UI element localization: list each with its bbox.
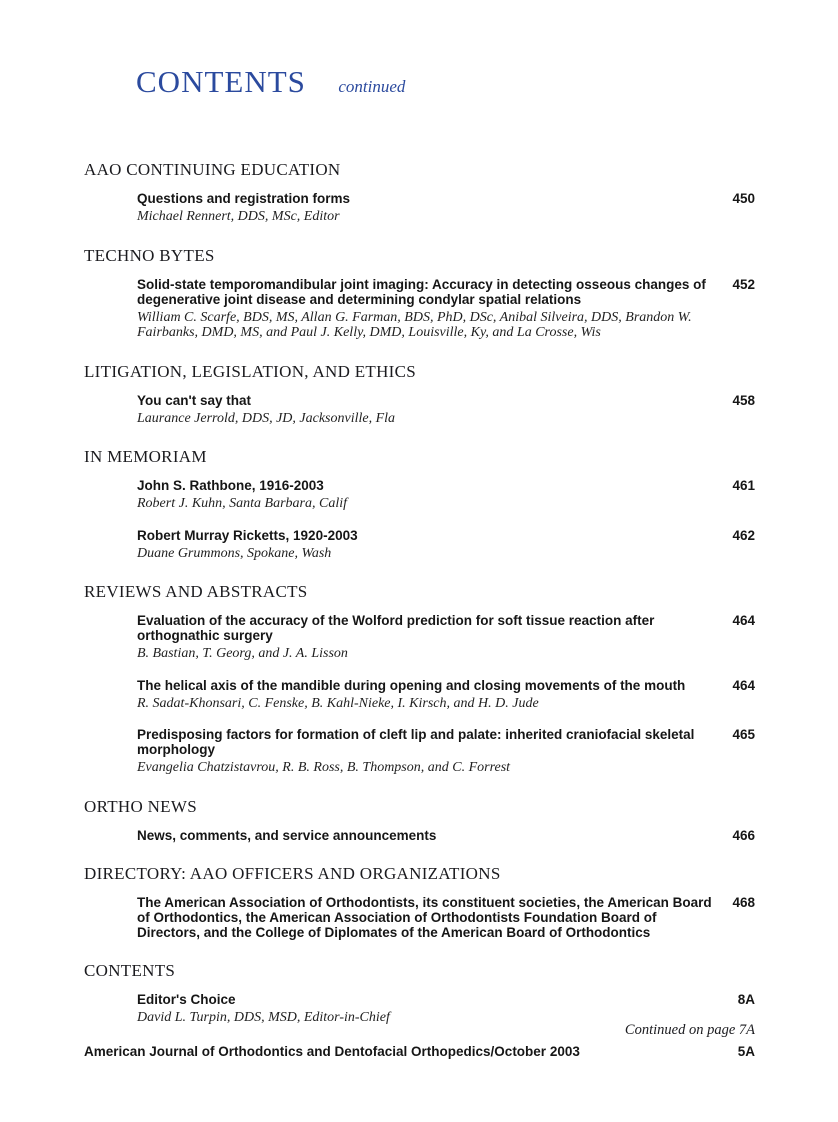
toc-entry [84, 393, 755, 427]
entry-page-number: 461 [732, 478, 755, 493]
entry-title: News, comments, and service announcements [137, 827, 437, 843]
journal-footer [84, 1044, 755, 1059]
toc-entry [84, 828, 755, 843]
section-heading: LITIGATION, LEGISLATION, AND ETHICS [84, 361, 417, 381]
entry-main [137, 727, 715, 776]
entry-page-number: 464 [732, 613, 755, 628]
toc-entry [84, 613, 755, 662]
entry-main [137, 191, 715, 225]
section-reviews-and-abstracts [84, 582, 755, 776]
entry-title: The American Association of Orthodontists, its constituent societies, the American Board of Orthodontics, the American Association of Orthodontists Foundation Board of Directors, and the College of Diplomates of the American Board of Orthodontics [137, 894, 712, 940]
entry-title: You can't say that [137, 392, 251, 408]
title-continued-label: continued [338, 77, 406, 96]
toc-entry [84, 992, 755, 1026]
entry-title: The helical axis of the mandible during opening and closing movements of the mouth [137, 677, 686, 693]
toc-entry [84, 478, 755, 512]
toc-entry [84, 277, 755, 341]
section-heading: CONTENTS [84, 960, 176, 980]
page-title: CONTENTS [136, 64, 306, 99]
entry-authors: Duane Grummons, Spokane, Wash [137, 545, 332, 561]
entry-main [137, 393, 715, 427]
entry-authors: Laurance Jerrold, DDS, JD, Jacksonville, Fla [137, 410, 396, 426]
entry-page-number: 452 [732, 276, 755, 292]
toc-main [84, 98, 755, 1025]
entry-authors: Michael Rennert, DDS, MSc, Editor [137, 209, 340, 224]
entry-main [137, 613, 715, 662]
entry-main [137, 678, 715, 712]
section-heading: DIRECTORY: AAO OFFICERS AND ORGANIZATIONS [84, 863, 501, 883]
entry-page-number: 462 [732, 527, 755, 543]
entry-title: Questions and registration forms [137, 191, 351, 206]
entry-authors: William C. Scarfe, BDS, MS, Allan G. Farman, BDS, PhD, DSc, Anibal Silveira, DDS, Brandon W. Fairbanks, DMD, MS, and Paul J. Kelly, DMD, Louisville, Ky, and La Crosse, Wis [137, 309, 692, 340]
toc-entry [84, 191, 755, 225]
journal-footer-title: American Journal of Orthodontics and Dentofacial Orthopedics/October 2003 [84, 1044, 580, 1059]
section-litigation-legislation-ethics [84, 362, 755, 427]
entry-page-number: 458 [732, 392, 755, 408]
entry-title: Evaluation of the accuracy of the Wolford prediction for soft tissue reaction after orthognathic surgery [137, 613, 655, 643]
toc-entry [84, 895, 755, 940]
entry-page-number: 466 [732, 827, 755, 843]
section-heading: TECHNO BYTES [84, 245, 215, 265]
continued-note: Continued on page 7A [624, 1022, 755, 1038]
entry-main [137, 478, 715, 512]
entry-main [137, 895, 715, 940]
entry-title: John S. Rathbone, 1916-2003 [137, 478, 324, 493]
section-heading: IN MEMORIAM [84, 447, 207, 466]
entry-authors: R. Sadat-Khonsari, C. Fenske, B. Kahl-Nieke, I. Kirsch, and H. D. Jude [137, 695, 539, 711]
entry-authors: David L. Turpin, DDS, MSD, Editor-in-Chief [137, 1009, 390, 1025]
entry-page-number: 464 [732, 677, 755, 693]
entry-authors: B. Bastian, T. Georg, and J. A. Lisson [137, 646, 348, 661]
toc-entry [84, 727, 755, 776]
entry-page-number: 8A [737, 991, 755, 1007]
section-contents [84, 961, 755, 1026]
section-heading: ORTHO NEWS [84, 796, 197, 816]
section-heading: REVIEWS AND ABSTRACTS [84, 582, 308, 601]
entry-main [137, 528, 715, 562]
entry-page-number: 468 [732, 894, 755, 910]
entry-authors: Evangelia Chatzistavrou, R. B. Ross, B. Thompson, and C. Forrest [137, 760, 511, 775]
entry-main [137, 277, 715, 341]
section-in-memoriam [84, 447, 755, 561]
journal-footer-page: 5A [737, 1044, 755, 1059]
toc-entry [84, 528, 755, 562]
entry-page-number: 450 [732, 191, 755, 206]
entry-main [137, 992, 715, 1026]
entry-main [137, 828, 715, 843]
section-aao-continuing-education [84, 160, 755, 225]
toc-header [84, 66, 755, 98]
section-ortho-news [84, 797, 755, 843]
section-heading: AAO CONTINUING EDUCATION [84, 160, 341, 179]
entry-title: Predisposing factors for formation of cleft lip and palate: inherited craniofacial skeletal morphology [137, 727, 695, 757]
section-directory [84, 864, 755, 940]
entry-page-number: 465 [732, 727, 755, 742]
section-techno-bytes [84, 246, 755, 341]
entry-authors: Robert J. Kuhn, Santa Barbara, Calif [137, 496, 347, 511]
entry-title: Robert Murray Ricketts, 1920-2003 [137, 527, 358, 543]
toc-entry [84, 678, 755, 712]
entry-title: Solid-state temporomandibular joint imaging: Accuracy in detecting osseous changes of degenerative joint disease and determining condylar spatial relations [137, 276, 706, 307]
entry-title: Editor's Choice [137, 991, 236, 1007]
